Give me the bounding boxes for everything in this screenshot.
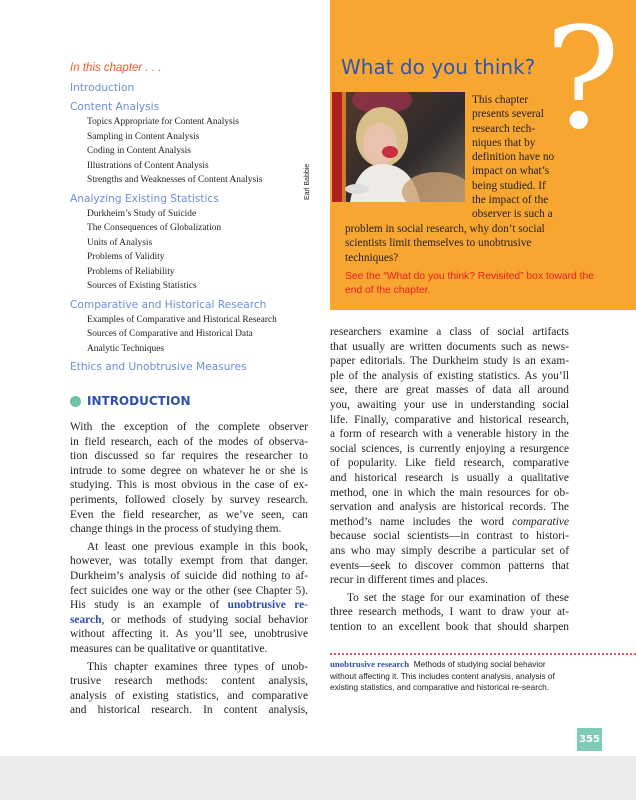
box-title: What do you think? <box>341 55 536 79</box>
box-text-line: research tech- <box>472 122 536 135</box>
text-line: ans who may simply describe a particular set of <box>330 544 569 557</box>
text-line: Durkheim’s analysis of suicide did nothing to af- <box>70 569 308 582</box>
outline-section-heading: Ethics and Unobtrusive Measures <box>70 361 247 373</box>
text-line <box>70 598 308 613</box>
outline-section-heading: Content Analysis <box>70 101 160 113</box>
body-column-right <box>330 325 569 634</box>
section-heading <box>70 394 191 408</box>
outline-subsection: Topics Appropriate for Content Analysis <box>87 117 239 127</box>
text-line: in field research, each of the modes of observa- <box>70 435 308 448</box>
box-question-wide <box>345 222 585 265</box>
text-line: you, awaiting your use in understanding social <box>330 398 569 411</box>
outline-subsection: Sampling in Content Analysis <box>87 131 200 142</box>
outline-subsection: Strengths and Weaknesses of Content Analysis <box>87 175 263 185</box>
text-segment: method’s name includes the word <box>330 515 513 528</box>
box-text-line: the impact of the <box>472 194 549 207</box>
outline-subsection: Analytic Techniques <box>87 343 165 354</box>
box-text-line: definition have no <box>472 151 555 164</box>
outline-subsection: The Consequences of Globalization <box>87 223 222 233</box>
photo-illustration <box>332 92 465 202</box>
outline-subsection: Illustrations of Content Analysis <box>87 160 209 171</box>
text-line: change things in the process of studying them. <box>70 523 282 536</box>
text-line: tention to an excellent book that should sharpen <box>330 620 569 633</box>
box-text-line: niques that by <box>472 136 536 149</box>
text-line: periments, followed closely by survey research. <box>70 493 308 506</box>
text-line: To set the stage for our examination of these <box>347 591 569 604</box>
text-line: social sciences, is currently enjoying a resurgence <box>330 442 569 455</box>
text-line: This chapter examines three types of unob- <box>87 660 308 673</box>
text-line: ple of the analysis of existing statistics. As you’ll <box>330 369 569 382</box>
outline-section-heading: Introduction <box>70 82 135 94</box>
box-text-line: This chapter <box>472 94 529 106</box>
outline-subsection: Coding in Content Analysis <box>87 146 191 156</box>
text-line: fect suicides one way or the other (see Chapter 5). <box>70 584 308 597</box>
glossary-definition: Methods of studying social behavior without affecting it. This includes content analysis, analysis of existing statistics, and comparative and historical re-search. <box>330 659 555 693</box>
glossary-divider <box>330 653 636 655</box>
glossary-entry <box>330 659 565 694</box>
text-line: measures can be qualitative or quantitative. <box>70 642 268 655</box>
outline-intro: In this chapter . . . <box>70 62 162 74</box>
text-line: because social scientists—in contrast to histori- <box>330 530 569 543</box>
text-line: three research methods, I want to draw your at- <box>330 606 569 619</box>
text-line: of popularity. Like field research, comparative <box>330 457 569 470</box>
body-column-left <box>70 420 308 718</box>
text-line: life. Finally, comparative and historical research, <box>330 413 569 426</box>
text-line: events—seek to discover common patterns that <box>330 559 569 572</box>
box-text-line: problem in social research, why don’t social <box>345 223 545 235</box>
text-line <box>330 515 569 530</box>
text-line: analysis of existing statistics, and comparative <box>70 689 308 702</box>
outline-subsection: Problems of Reliability <box>87 266 175 277</box>
bullet-dot-icon <box>70 396 81 407</box>
text-line: see, there are great masses of data all around <box>330 384 569 397</box>
box-text-line: presents several <box>472 108 544 121</box>
outline-subsection: Durkheim’s Study of Suicide <box>87 208 197 219</box>
text-line: and historical research. In content analysis, <box>70 704 308 717</box>
key-term: search <box>70 613 102 626</box>
outline-subsection: Sources of Existing Statistics <box>87 281 197 291</box>
box-text-line: being studied. If <box>472 179 546 192</box>
key-term: unobtrusive re- <box>227 599 309 612</box>
text-line: researchers examine a class of social artifacts <box>330 326 569 338</box>
question-mark-graphic: ? <box>545 0 621 161</box>
text-segment: , or methods of studying social behavior <box>101 613 308 626</box>
text-line: servation and analysis are historical records. The <box>330 501 569 514</box>
page-footer-band <box>0 756 636 800</box>
outline-subsection: Examples of Comparative and Historical Research <box>87 314 277 325</box>
text-line: Even the field researcher, as we’ve seen, can <box>70 508 308 521</box>
box-text-line: observer is such a <box>472 208 553 221</box>
text-line: studying. This is most obvious in the case of ex- <box>70 479 308 492</box>
text-line: a form of research with a venerable history in the <box>330 428 569 441</box>
text-line: With the exception of the complete observer <box>70 421 308 433</box>
text-line: intrude to some degree on whatever he or she is <box>70 464 308 477</box>
text-segment: comparative <box>512 515 569 528</box>
text-line: At least one previous example in this book, <box>87 540 308 553</box>
text-line: however, was totally exempt from that danger. <box>70 555 308 568</box>
text-line: and historical research is usually a qualitative <box>330 471 569 484</box>
text-line: recur in different times and places. <box>330 574 488 587</box>
text-line: without affecting it. As you’ll see, unobtrusive <box>70 628 308 641</box>
box-text-line: impact on what’s <box>472 165 550 178</box>
outline-section-heading: Comparative and Historical Research <box>70 298 267 311</box>
text-line: tion discussed so far requires the researcher to <box>70 450 308 463</box>
outline-subsection: Sources of Comparative and Historical Data <box>87 329 253 339</box>
box-text-line: techniques? <box>345 251 399 264</box>
section-heading-text: INTRODUCTION <box>87 394 191 408</box>
text-segment: His study is an example of <box>70 599 228 612</box>
outline-section-heading: Analyzing Existing Statistics <box>70 192 219 205</box>
box-question-narrow <box>472 93 622 222</box>
box-text-line: scientists limit themselves to unobtrusive <box>345 237 532 250</box>
child-photo <box>332 92 465 202</box>
text-line: that usually are written documents such as news- <box>330 340 569 353</box>
chapter-outline <box>70 60 320 375</box>
photo-credit: Earl Babbie <box>304 163 311 200</box>
text-line: method, one in which the main resources for ob- <box>330 486 569 499</box>
text-line <box>70 613 308 628</box>
box-see-revisited: See the “What do you think? Revisited” box toward the end of the chapter. <box>345 271 594 296</box>
glossary-term: unobtrusive research <box>330 659 410 669</box>
outline-subsection: Units of Analysis <box>87 237 153 248</box>
outline-subsection: Problems of Validity <box>87 252 165 262</box>
page-number: 355 <box>577 728 602 751</box>
text-line: paper editorials. The Durkheim study is an exam- <box>330 355 569 368</box>
text-line: trusive research methods: content analysis, <box>70 675 308 688</box>
